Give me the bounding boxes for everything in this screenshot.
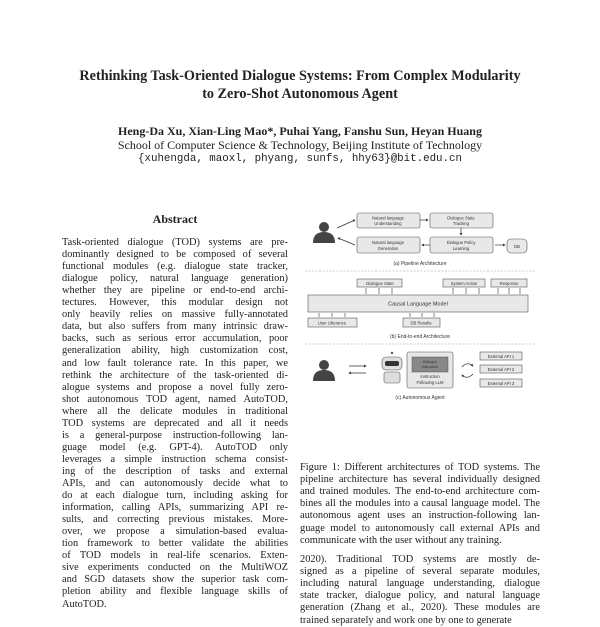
user-utterance-label: User Utterance (317, 320, 347, 326)
dst-label: Dialogue State (447, 215, 475, 221)
text-line: AutoTOD. (62, 598, 107, 610)
text-line: sive experiments conducted on the MultiWOZ (62, 562, 288, 574)
text-line: of TOD models in real-life scenarios. Exten- (62, 550, 288, 562)
text-line: trained separately and work one by one to generate (300, 614, 512, 626)
text-line: and SGD datasets show the superior task com- (62, 574, 288, 586)
user-icon (313, 360, 335, 381)
robot-icon (382, 352, 402, 383)
clm-label: Causal Language Model (388, 301, 448, 308)
caption-b: (b) End-to-end Architecture (389, 334, 451, 340)
text-line: where all the delicate modules in traditional (62, 405, 288, 417)
text-line: functional modules (e.g. dialogue state tracker, (62, 261, 288, 273)
text-line: leverages a simple instruction schema consist- (62, 453, 288, 465)
instruction-label: Dialogue (422, 360, 438, 364)
affiliation: School of Computer Science & Technology, Beijing Institute of Technology (117, 138, 483, 152)
user-icon (313, 222, 335, 243)
text-line: is a general-purpose instruction-following lan- (62, 429, 288, 441)
text-line: 2020). Traditional TOD systems are mostly de- (300, 554, 540, 565)
text-line: autonomous agent uses an instruction-following lan- (300, 510, 540, 522)
text-line: over, we propose a simulation-based evalua- (62, 526, 288, 538)
db-label: DB (514, 244, 520, 249)
text-line: do at each dialogue turn, including asking for (62, 490, 288, 502)
text-line: shot autonomous TOD agent, named AutoTOD, (62, 393, 288, 405)
text-line: and low fault tolerance rate. In this paper, we (62, 357, 288, 369)
text-line: whether they are pipeline or end-to-end archi- (62, 285, 288, 297)
dpl-label-2: Learning (452, 246, 470, 251)
text-line: state tracker, dialogue policy, and natural language (300, 590, 540, 602)
api-2-label: External API 2 (487, 367, 515, 372)
text-line: signed as a pipeline of several separate modules, (300, 566, 540, 578)
dpl-label: Dialogue Policy (446, 240, 476, 245)
text-line: including natural language understanding, dialogue (300, 578, 540, 590)
text-line: tectures. However, this modular design not (62, 297, 288, 309)
text-line: sults, and correcting previous mistakes. More- (62, 514, 288, 526)
response-label: Response (499, 281, 519, 286)
text-line: dominantly designed to be composed of several (62, 249, 288, 261)
text-line: generalization ability, high customization cost, (62, 345, 288, 357)
dst-label-2: Tracking (453, 221, 469, 226)
text-line: bines all the modules into a causal language model. The (300, 498, 540, 510)
api-1-label: External API 1 (487, 354, 515, 359)
text-line: rethink the architecture of the task-oriented di- (62, 369, 288, 381)
text-line: alogue systems and propose a novel fully zero- (62, 381, 288, 393)
paper-title-line-1: Rethinking Task-Oriented Dialogue Systems: From Complex Modularity (79, 68, 521, 84)
caption-a: (a) Pipeline Architecture (393, 261, 447, 267)
text-line: pletion ability and flexible language skills of (62, 586, 288, 598)
text-line: backs, such as serious error accumulation, poor (62, 333, 288, 345)
text-line: generation (Zhang et al., 2020). These modules are (300, 602, 540, 614)
text-line: dialogue policy, natural language generation) (62, 273, 288, 285)
nlu-label: Natural language (372, 215, 404, 221)
text-line: Task-oriented dialogue (TOD) systems are pre- (62, 237, 288, 248)
text-line: data, but also suffers from many intrinsic draw- (62, 321, 288, 333)
text-line: only heavily relies on massive fully-annotated (62, 309, 288, 321)
nlu-label-2: Understanding (374, 221, 402, 226)
emails: {xuhengda, maoxl, phyang, sunfs, hhy63}@bit.edu.cn (138, 153, 462, 165)
text-line: ing of the description of tasks and external (62, 465, 288, 477)
text-line: pipeline architecture has several individually designed (300, 474, 540, 486)
nlg-label-2: Generation (377, 246, 399, 251)
text-line: tion framework to better validate the abilities (62, 538, 288, 550)
text-line: Figure 1: Different architectures of TOD systems. The (300, 462, 540, 473)
dialogue-state-label: Dialogue State (366, 281, 394, 286)
caption-c: (c) Autonomous Agent (395, 395, 445, 401)
llm-label-2: Following LLM (416, 380, 444, 385)
text-line: TOD systems are deprecated and all it needs (62, 417, 288, 429)
db-results-label: DB Results (410, 320, 432, 326)
text-line: guage model (e.g. GPT-4). AutoTOD only (62, 441, 288, 453)
text-line: guage model to autonomously call external APIs and (300, 522, 540, 534)
system-action-label: System Action (450, 281, 478, 286)
text-line: communicate with the user without any training. (300, 534, 502, 546)
paper-title-line-2: to Zero-Shot Autonomous Agent (202, 86, 398, 102)
instruction-label-2: Instruction (421, 365, 439, 369)
authors: Heng-Da Xu, Xian-Ling Mao*, Puhai Yang, Fanshu Sun, Heyan Huang (118, 124, 482, 138)
api-3-label: External API 3 (487, 381, 515, 386)
text-line: and trained modules. The end-to-end architecture com- (300, 486, 540, 498)
nlg-label: Natural language (372, 240, 404, 245)
llm-label: Instruction (420, 374, 440, 379)
abstract-heading: Abstract (152, 212, 198, 226)
text-line: APIs, and can autonomously decide what to (62, 478, 288, 489)
text-line: information, calling APIs, summarizing API re- (62, 502, 288, 514)
